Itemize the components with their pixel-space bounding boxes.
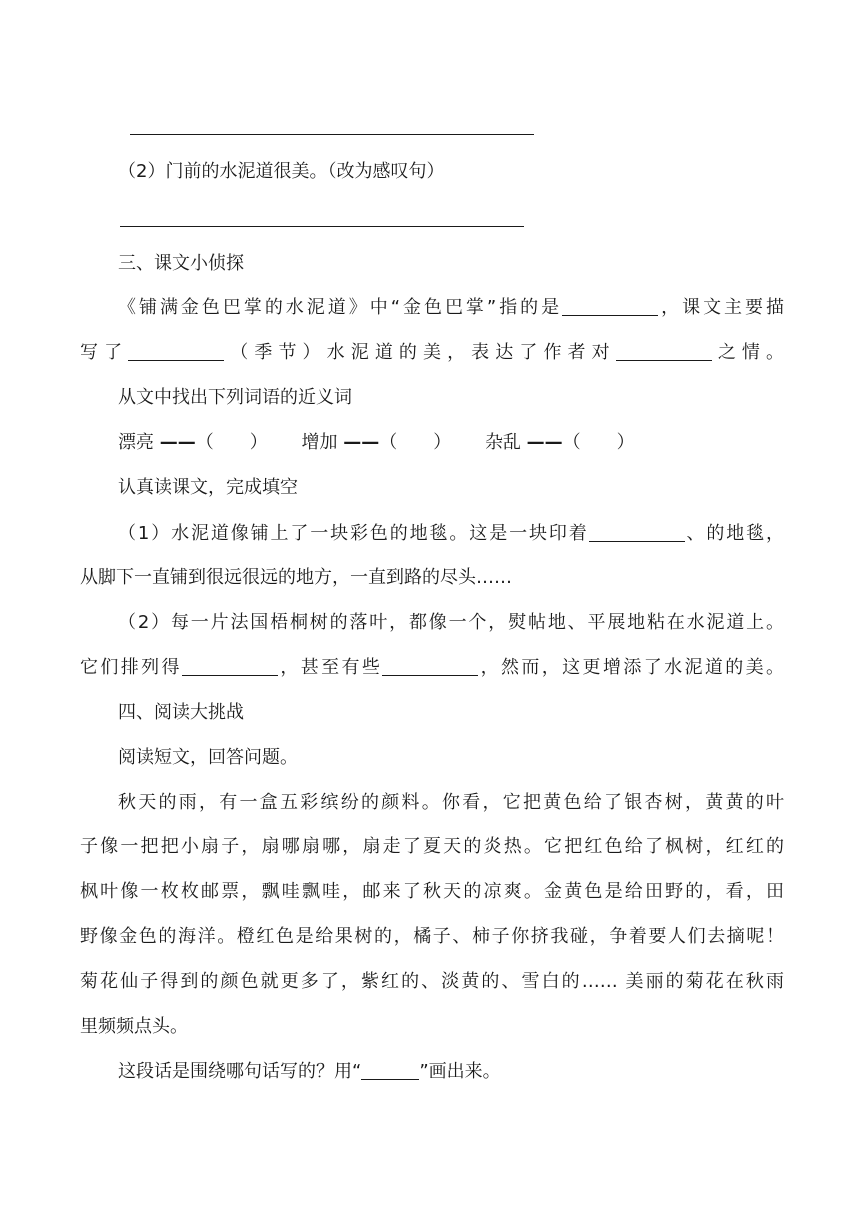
question-text: 从文中找出下列词语的近义词	[118, 387, 352, 408]
answer-line	[120, 226, 524, 227]
question-text: 阅读短文，回答问题。	[118, 747, 298, 768]
question-title	[118, 472, 784, 504]
question-line	[80, 652, 784, 684]
question-text: （2）每一片法国梧桐树的落叶，都像一个，熨帖地、平展地粘在水泥道上。	[118, 612, 784, 633]
answer-paren[interactable]: （ ）	[379, 432, 452, 453]
section-heading	[118, 697, 784, 729]
exercise-text: （2）门前的水泥道很美。（改为感叹句）	[118, 161, 445, 182]
passage-line: 野像金色的海洋。橙红色是给果树的，橘子、柿子你挤我碰，争着要人们去摘呢！	[80, 926, 784, 947]
question-title	[118, 382, 784, 414]
section-title: 三、课文小侦探	[118, 253, 244, 274]
section-title: 四、阅读大挑战	[118, 702, 244, 723]
question-text: 之情。	[711, 342, 785, 363]
synonym-item: 杂乱 ——（ ）	[484, 432, 635, 453]
fill-blank[interactable]	[361, 1059, 419, 1080]
fill-blank[interactable]	[382, 655, 478, 676]
passage-line: 里频频点头。	[80, 1016, 188, 1037]
fill-blank[interactable]	[128, 340, 224, 361]
question-text: ，然而，这更增添了水泥道的美。	[478, 657, 785, 678]
passage-line: 子像一把把小扇子，扇哪扇哪，扇走了夏天的炎热。它把红色给了枫树，红红的	[80, 836, 784, 857]
section-heading	[118, 248, 784, 280]
question-text: 这段话是围绕哪句话写的？用“	[118, 1061, 362, 1082]
fill-blank[interactable]	[616, 340, 712, 361]
question-text: （1）水泥道像铺上了一块彩色的地毯。这是一块印着	[118, 523, 589, 544]
answer-line	[130, 134, 534, 135]
fill-blank[interactable]	[182, 655, 278, 676]
question-line	[118, 607, 784, 639]
question-title	[118, 742, 784, 774]
question-line	[80, 337, 784, 369]
answer-paren[interactable]: （ ）	[195, 432, 268, 453]
exercise-item	[118, 156, 784, 188]
question-text: 从脚下一直铺到很远很远的地方，一直到路的尽头……	[80, 567, 512, 588]
synonym-item: 漂亮 ——（ ）	[118, 432, 268, 453]
question-text: ，课文主要描	[658, 297, 784, 318]
question-line	[118, 1056, 784, 1088]
question-text: （季节）水泥道的美，表达了作者对	[224, 342, 616, 363]
synonym-item: 增加 ——（ ）	[301, 432, 452, 453]
question-line	[118, 518, 784, 550]
passage-line: 枫叶像一枚枚邮票，飘哇飘哇，邮来了秋天的凉爽。金黄色是给田野的，看，田	[80, 881, 784, 902]
question-text: 它们排列得	[80, 657, 182, 678]
passage-line: 秋天的雨，有一盒五彩缤纷的颜料。你看，它把黄色给了银杏树，黄黄的叶	[118, 792, 784, 813]
question-text: ”画出来。	[419, 1061, 501, 1082]
question-line	[118, 292, 784, 324]
question-line	[80, 562, 784, 594]
question-text: 认真读课文，完成填空	[118, 477, 298, 498]
question-text: ，甚至有些	[277, 657, 383, 678]
passage-line: 菊花仙子得到的颜色就更多了，紫红的、淡黄的、雪白的…… 美丽的菊花在秋雨	[80, 971, 784, 992]
question-text: 写了	[80, 342, 129, 363]
synonym-row	[118, 427, 784, 459]
question-text: 《铺满金色巴掌的水泥道》中“金色巴掌”指的是	[118, 297, 563, 318]
answer-paren[interactable]: （ ）	[562, 432, 635, 453]
fill-blank[interactable]	[562, 295, 658, 316]
fill-blank[interactable]	[589, 521, 685, 542]
question-text: 、的地毯，	[684, 523, 784, 544]
